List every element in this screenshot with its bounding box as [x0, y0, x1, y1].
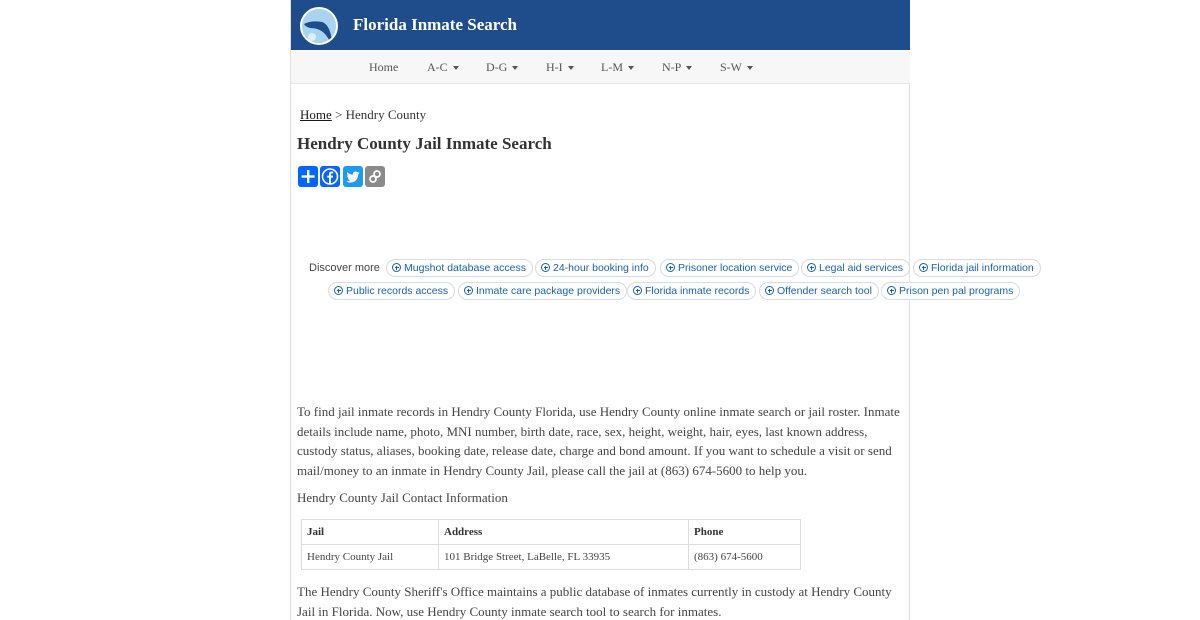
plus-circle-icon: [392, 263, 401, 272]
table-cell-phone: (863) 674-5600: [689, 545, 801, 570]
caret-down-icon: [453, 66, 459, 70]
discover-chip-florida-jail-info[interactable]: Florida jail information: [913, 259, 1041, 277]
plus-circle-icon: [666, 263, 675, 272]
nav-s-w[interactable]: S-W: [720, 60, 753, 75]
site-header: [291, 0, 910, 50]
plus-circle-icon: [334, 286, 343, 295]
nav-home[interactable]: Home: [369, 60, 399, 74]
nav-d-g[interactable]: D-G: [486, 60, 518, 75]
caret-down-icon: [747, 66, 753, 70]
caret-down-icon: [568, 66, 574, 70]
breadcrumb-separator: >: [331, 107, 346, 122]
table-cell-address: 101 Bridge Street, LaBelle, FL 33935: [439, 545, 689, 570]
main-nav: [291, 50, 910, 84]
discover-chip-prisoner-location[interactable]: Prisoner location service: [660, 259, 799, 277]
contact-table: [301, 519, 801, 570]
discover-chip-public-records[interactable]: Public records access: [328, 282, 455, 300]
table-header-address: Address: [439, 520, 689, 545]
facebook-icon[interactable]: [320, 166, 340, 187]
page-container: [290, 0, 1034, 620]
discover-more-label: Discover more: [309, 262, 380, 274]
add-icon[interactable]: [298, 166, 318, 187]
site-title[interactable]: Florida Inmate Search: [353, 15, 518, 34]
discover-chip-pen-pal[interactable]: Prison pen pal programs: [881, 282, 1020, 300]
caret-down-icon: [512, 66, 518, 70]
table-row: [302, 545, 801, 570]
caret-down-icon: [686, 66, 692, 70]
florida-logo-icon[interactable]: [300, 7, 338, 45]
nav-n-p[interactable]: N-P: [662, 60, 692, 75]
table-header-row: [302, 520, 801, 545]
discover-chip-legal-aid[interactable]: Legal aid services: [801, 259, 910, 277]
discover-chip-24-hour-booking[interactable]: 24-hour booking info: [535, 259, 656, 277]
contact-heading: Hendry County Jail Contact Information: [297, 490, 508, 505]
nav-a-c[interactable]: A-C: [427, 60, 459, 75]
page-title: Hendry County Jail Inmate Search: [297, 134, 552, 153]
plus-circle-icon: [919, 263, 928, 272]
breadcrumb-home-link[interactable]: Home: [300, 107, 332, 122]
plus-circle-icon: [633, 286, 642, 295]
plus-circle-icon: [765, 286, 774, 295]
copy-link-icon[interactable]: [365, 166, 385, 187]
discover-chip-florida-inmate-records[interactable]: Florida inmate records: [627, 282, 756, 300]
table-cell-jail: Hendry County Jail: [302, 545, 439, 570]
discover-chip-offender-search[interactable]: Offender search tool: [759, 282, 879, 300]
plus-circle-icon: [464, 286, 473, 295]
twitter-icon[interactable]: [343, 166, 363, 187]
breadcrumb-current: Hendry County: [345, 107, 427, 122]
plus-circle-icon: [541, 263, 550, 272]
intro-paragraph: To find jail inmate records in Hendry County Florida, use Hendry County online inmate search or jail roster. Inmate details include name, photo, MNI number, birth date, race, sex, height, weight, hair, eyes, last known address, custody status, aliases, booking date, release date, charge and bond amount. If you want to schedule a visit or send mail/money to an inmate in Hendry County Jail, please call the jail at (863) 674-5600 to help you.: [297, 404, 900, 478]
table-header-jail: Jail: [302, 520, 439, 545]
caret-down-icon: [628, 66, 634, 70]
discover-chip-care-package[interactable]: Inmate care package providers: [458, 282, 627, 300]
discover-chip-mugshot-database[interactable]: Mugshot database access: [386, 259, 533, 277]
nav-l-m[interactable]: L-M: [601, 60, 634, 75]
plus-circle-icon: [887, 286, 896, 295]
breadcrumb: [300, 107, 426, 123]
nav-h-i[interactable]: H-I: [546, 60, 574, 75]
table-header-phone: Phone: [689, 520, 801, 545]
plus-circle-icon: [807, 263, 816, 272]
outro-paragraph: The Hendry County Sheriff's Office maintains a public database of inmates currently in custody at Hendry County Jail in Florida. Now, use Hendry County inmate search tool to search for inmates.: [297, 584, 892, 619]
